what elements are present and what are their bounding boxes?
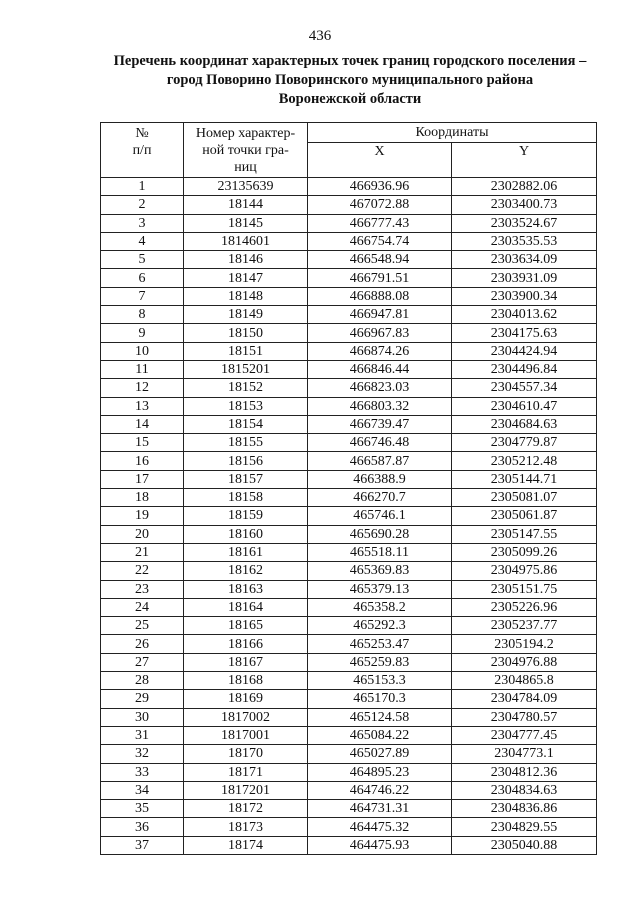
cell-x: 465259.83: [308, 653, 452, 671]
cell-point-number: 18162: [184, 562, 308, 580]
cell-number: 5: [101, 251, 184, 269]
cell-point-number: 18172: [184, 800, 308, 818]
table-row: [101, 543, 597, 561]
cell-number: 31: [101, 726, 184, 744]
cell-y: 2304496.84: [452, 360, 597, 378]
cell-x: 464731.31: [308, 800, 452, 818]
cell-x: 466587.87: [308, 452, 452, 470]
cell-y: 2305151.75: [452, 580, 597, 598]
table-row: [101, 763, 597, 781]
cell-x: 465379.13: [308, 580, 452, 598]
table-row: [101, 562, 597, 580]
cell-number: 28: [101, 672, 184, 690]
cell-number: 35: [101, 800, 184, 818]
cell-y: 2304779.87: [452, 434, 597, 452]
cell-point-number: 18174: [184, 836, 308, 854]
cell-number: 13: [101, 397, 184, 415]
cell-y: 2304557.34: [452, 379, 597, 397]
cell-point-number: 18160: [184, 525, 308, 543]
cell-point-number: 18155: [184, 434, 308, 452]
header-coordinates: Координаты: [308, 123, 597, 143]
cell-x: 466754.74: [308, 232, 452, 250]
cell-x: 466388.9: [308, 470, 452, 488]
cell-x: 466967.83: [308, 324, 452, 342]
table-row: [101, 306, 597, 324]
table-row: [101, 598, 597, 616]
table-row: [101, 489, 597, 507]
cell-x: 464475.93: [308, 836, 452, 854]
table-row: [101, 635, 597, 653]
title-line-1: Перечень координат характерных точек границ городского поселения –: [113, 53, 587, 69]
cell-number: 29: [101, 690, 184, 708]
header-point-line-2: ной точки гра-: [202, 142, 289, 158]
table-row: [101, 800, 597, 818]
cell-number: 18: [101, 489, 184, 507]
cell-point-number: 18159: [184, 507, 308, 525]
cell-point-number: 18145: [184, 214, 308, 232]
page-number: 436: [308, 28, 332, 44]
cell-point-number: 18170: [184, 745, 308, 763]
table-row: [101, 434, 597, 452]
cell-x: 466777.43: [308, 214, 452, 232]
cell-x: 466270.7: [308, 489, 452, 507]
cell-number: 21: [101, 543, 184, 561]
cell-y: 2304424.94: [452, 342, 597, 360]
cell-x: 466936.96: [308, 178, 452, 196]
cell-point-number: 18161: [184, 543, 308, 561]
table-row: [101, 360, 597, 378]
cell-point-number: 18146: [184, 251, 308, 269]
table-row: [101, 397, 597, 415]
cell-y: 2305226.96: [452, 598, 597, 616]
cell-point-number: 18158: [184, 489, 308, 507]
cell-x: 466746.48: [308, 434, 452, 452]
cell-x: 466823.03: [308, 379, 452, 397]
cell-point-number: 18153: [184, 397, 308, 415]
cell-point-number: 18169: [184, 690, 308, 708]
cell-number: 37: [101, 836, 184, 854]
cell-x: 465153.3: [308, 672, 452, 690]
cell-x: 464475.32: [308, 818, 452, 836]
cell-number: 17: [101, 470, 184, 488]
cell-point-number: 1817001: [184, 726, 308, 744]
cell-number: 6: [101, 269, 184, 287]
cell-x: 466874.26: [308, 342, 452, 360]
cell-point-number: 18157: [184, 470, 308, 488]
cell-y: 2304834.63: [452, 781, 597, 799]
cell-point-number: 18152: [184, 379, 308, 397]
table-row: [101, 708, 597, 726]
cell-number: 25: [101, 617, 184, 635]
table-row: [101, 653, 597, 671]
table-row: [101, 580, 597, 598]
cell-point-number: 18151: [184, 342, 308, 360]
table-row: [101, 269, 597, 287]
cell-point-number: 18166: [184, 635, 308, 653]
table-row: [101, 745, 597, 763]
cell-number: 11: [101, 360, 184, 378]
cell-x: 465292.3: [308, 617, 452, 635]
table-body: [101, 178, 597, 855]
table-row: [101, 617, 597, 635]
cell-y: 2303400.73: [452, 196, 597, 214]
cell-point-number: 1815201: [184, 360, 308, 378]
cell-x: 465746.1: [308, 507, 452, 525]
cell-point-number: 18144: [184, 196, 308, 214]
header-point-line-1: Номер характер-: [195, 125, 296, 141]
cell-point-number: 18154: [184, 415, 308, 433]
cell-y: 2304975.86: [452, 562, 597, 580]
table-row: [101, 690, 597, 708]
header-number-line-2: п/п: [132, 142, 152, 158]
cell-x: 465124.58: [308, 708, 452, 726]
cell-y: 2304976.88: [452, 653, 597, 671]
cell-number: 22: [101, 562, 184, 580]
cell-point-number: 18164: [184, 598, 308, 616]
table-row: [101, 232, 597, 250]
cell-y: 2304784.09: [452, 690, 597, 708]
cell-point-number: 18150: [184, 324, 308, 342]
cell-number: 33: [101, 763, 184, 781]
cell-x: 466791.51: [308, 269, 452, 287]
cell-y: 2303524.67: [452, 214, 597, 232]
cell-y: 2305194.2: [452, 635, 597, 653]
cell-y: 2305237.77: [452, 617, 597, 635]
cell-y: 2304836.86: [452, 800, 597, 818]
cell-number: 30: [101, 708, 184, 726]
table-row: [101, 196, 597, 214]
cell-y: 2302882.06: [452, 178, 597, 196]
cell-number: 26: [101, 635, 184, 653]
cell-point-number: 23135639: [184, 178, 308, 196]
cell-number: 14: [101, 415, 184, 433]
cell-y: 2304777.45: [452, 726, 597, 744]
cell-number: 23: [101, 580, 184, 598]
cell-number: 36: [101, 818, 184, 836]
cell-y: 2304865.8: [452, 672, 597, 690]
cell-number: 32: [101, 745, 184, 763]
cell-number: 4: [101, 232, 184, 250]
cell-x: 465027.89: [308, 745, 452, 763]
cell-y: 2304829.55: [452, 818, 597, 836]
table-row: [101, 525, 597, 543]
cell-y: 2305212.48: [452, 452, 597, 470]
cell-number: 1: [101, 178, 184, 196]
header-number: [101, 123, 184, 178]
cell-y: 2303931.09: [452, 269, 597, 287]
cell-point-number: 18156: [184, 452, 308, 470]
cell-point-number: 18163: [184, 580, 308, 598]
table-row: [101, 672, 597, 690]
table-row: [101, 379, 597, 397]
cell-point-number: 18149: [184, 306, 308, 324]
cell-number: 12: [101, 379, 184, 397]
cell-number: 8: [101, 306, 184, 324]
table-row: [101, 726, 597, 744]
table-row: [101, 452, 597, 470]
cell-x: 465690.28: [308, 525, 452, 543]
cell-number: 27: [101, 653, 184, 671]
cell-y: 2305081.07: [452, 489, 597, 507]
cell-y: 2305061.87: [452, 507, 597, 525]
table-row: [101, 287, 597, 305]
cell-x: 467072.88: [308, 196, 452, 214]
cell-number: 15: [101, 434, 184, 452]
cell-y: 2304780.57: [452, 708, 597, 726]
cell-number: 24: [101, 598, 184, 616]
cell-x: 465253.47: [308, 635, 452, 653]
table-row: [101, 178, 597, 196]
table-row: [101, 342, 597, 360]
cell-number: 34: [101, 781, 184, 799]
cell-number: 19: [101, 507, 184, 525]
cell-x: 464746.22: [308, 781, 452, 799]
title-line-3: Воронежской области: [278, 91, 422, 107]
table-row: [101, 415, 597, 433]
table-row: [101, 507, 597, 525]
cell-point-number: 18147: [184, 269, 308, 287]
table-row: [101, 818, 597, 836]
header-number-line-1: №: [135, 125, 149, 141]
cell-x: 466803.32: [308, 397, 452, 415]
cell-number: 10: [101, 342, 184, 360]
cell-point-number: 18148: [184, 287, 308, 305]
cell-point-number: 18167: [184, 653, 308, 671]
cell-point-number: 18165: [184, 617, 308, 635]
header-x: X: [308, 143, 452, 178]
cell-point-number: 1817002: [184, 708, 308, 726]
cell-x: 465084.22: [308, 726, 452, 744]
header-number-line-3: [101, 159, 183, 176]
header-point-number: [184, 123, 308, 178]
cell-y: 2304013.62: [452, 306, 597, 324]
cell-number: 3: [101, 214, 184, 232]
table-row: [101, 470, 597, 488]
cell-y: 2305099.26: [452, 543, 597, 561]
cell-x: 466548.94: [308, 251, 452, 269]
cell-x: 465358.2: [308, 598, 452, 616]
cell-y: 2303535.53: [452, 232, 597, 250]
cell-number: 2: [101, 196, 184, 214]
cell-point-number: 18173: [184, 818, 308, 836]
cell-x: 465518.11: [308, 543, 452, 561]
cell-number: 20: [101, 525, 184, 543]
header-y: Y: [452, 143, 597, 178]
cell-y: 2304812.36: [452, 763, 597, 781]
cell-point-number: 1817201: [184, 781, 308, 799]
table-row: [101, 324, 597, 342]
cell-y: 2304610.47: [452, 397, 597, 415]
table-row: [101, 214, 597, 232]
cell-y: 2304175.63: [452, 324, 597, 342]
cell-point-number: 18171: [184, 763, 308, 781]
cell-x: 466947.81: [308, 306, 452, 324]
cell-number: 16: [101, 452, 184, 470]
table-row: [101, 251, 597, 269]
cell-number: 7: [101, 287, 184, 305]
cell-y: 2305040.88: [452, 836, 597, 854]
title-line-2: город Поворино Поворинского муниципального района: [166, 72, 534, 88]
cell-y: 2304773.1: [452, 745, 597, 763]
table-row: [101, 836, 597, 854]
table-row: [101, 781, 597, 799]
cell-x: 465170.3: [308, 690, 452, 708]
cell-y: 2305144.71: [452, 470, 597, 488]
cell-x: 465369.83: [308, 562, 452, 580]
cell-point-number: 1814601: [184, 232, 308, 250]
cell-number: 9: [101, 324, 184, 342]
document-title: [60, 52, 640, 109]
cell-x: 466846.44: [308, 360, 452, 378]
header-point-line-3: ниц: [234, 159, 257, 175]
cell-point-number: 18168: [184, 672, 308, 690]
cell-x: 464895.23: [308, 763, 452, 781]
cell-y: 2303900.34: [452, 287, 597, 305]
cell-y: 2305147.55: [452, 525, 597, 543]
cell-x: 466739.47: [308, 415, 452, 433]
cell-y: 2303634.09: [452, 251, 597, 269]
coordinates-table: [100, 122, 597, 855]
cell-x: 466888.08: [308, 287, 452, 305]
cell-y: 2304684.63: [452, 415, 597, 433]
